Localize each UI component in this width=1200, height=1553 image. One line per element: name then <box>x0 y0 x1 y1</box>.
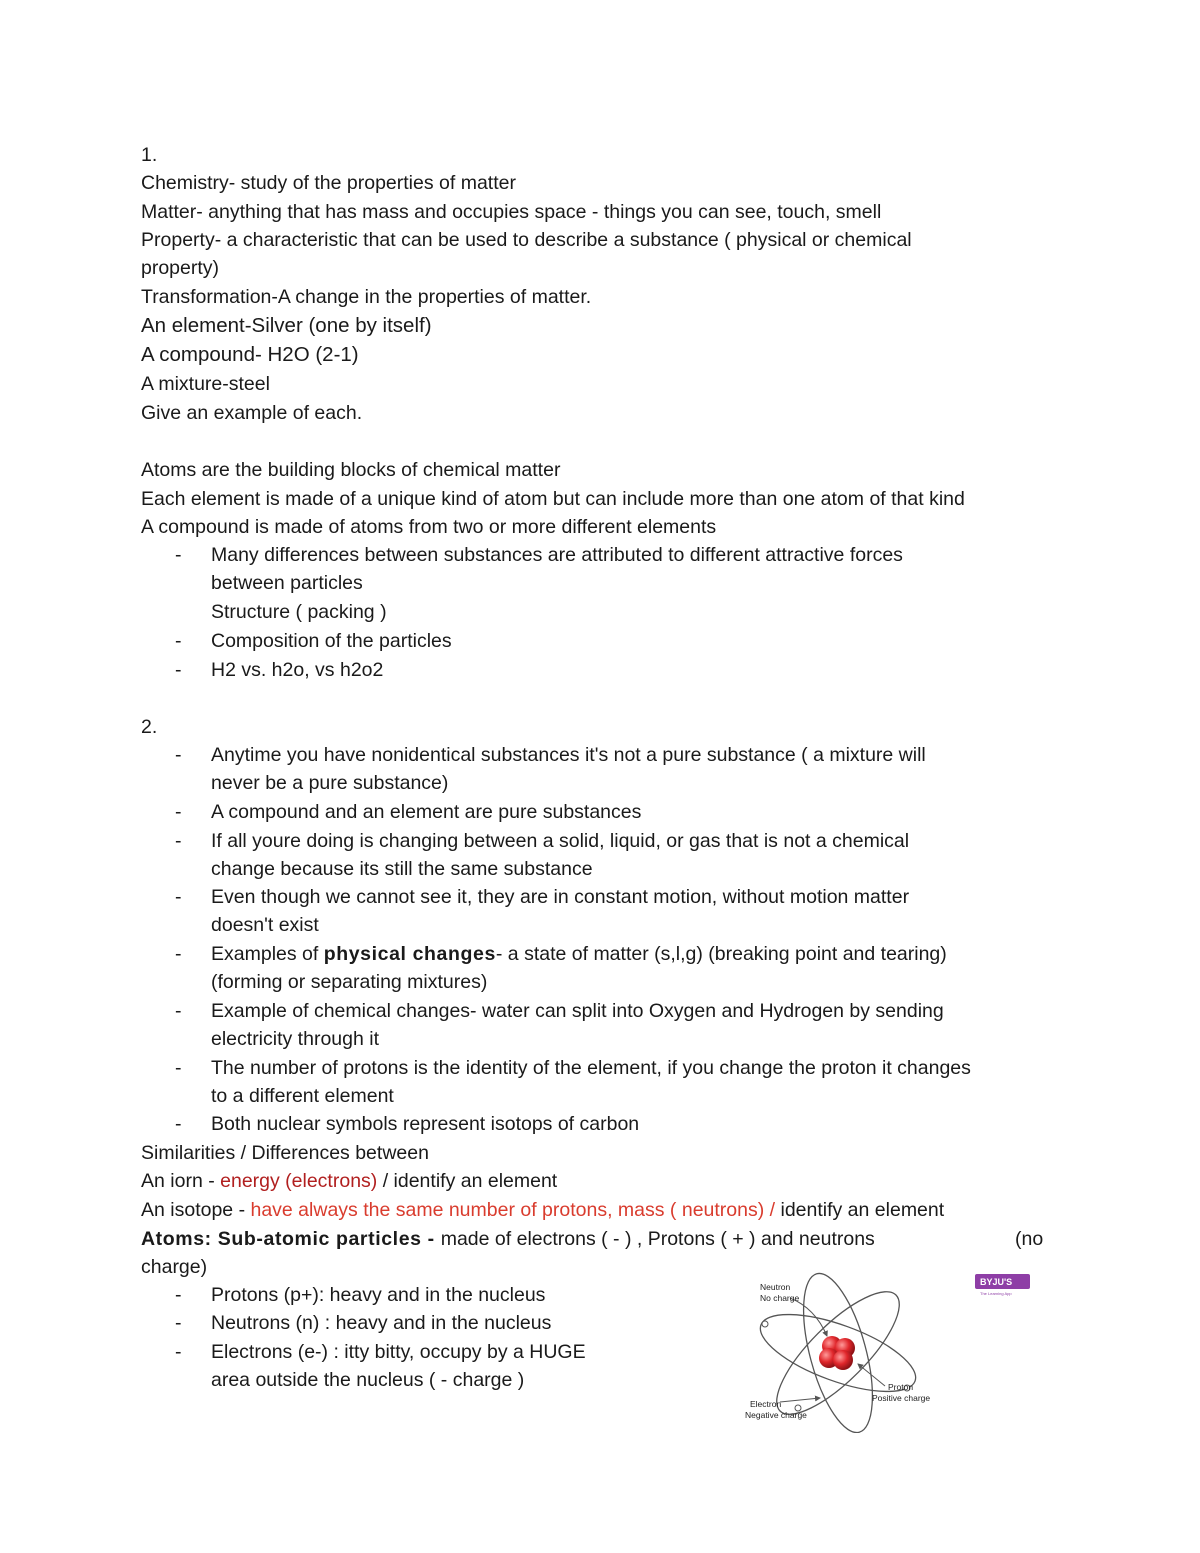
bullet-text: Both nuclear symbols represent isotops of carbon <box>211 1113 640 1135</box>
example-instruction: Give an example of each. <box>141 402 363 424</box>
bullet-text: Composition of the particles <box>211 630 452 652</box>
bullet-dash: - <box>175 744 182 766</box>
bullet-text: Anytime you have nonidentical substances it's not a pure substance ( a mixture will <box>211 744 926 766</box>
proton-sublabel: Positive charge <box>872 1393 931 1403</box>
each-element-statement: Each element is made of a unique kind of atom but can include more than one atom of that kind <box>141 488 965 510</box>
section-2-heading: 2. <box>141 716 158 738</box>
atoms-statement: Atoms are the building blocks of chemical matter <box>141 459 561 481</box>
nucleus-particle-4 <box>833 1350 853 1370</box>
bullet-text-cont: electricity through it <box>211 1028 379 1050</box>
compound-example: A compound- H2O (2-1) <box>141 343 359 366</box>
bullet-dash: - <box>175 544 182 566</box>
neutrons-bullet: Neutrons (n) : heavy and in the nucleus <box>211 1312 552 1334</box>
mixture-example: A mixture-steel <box>141 373 270 395</box>
atoms-subatomic-text: made of electrons ( - ) , Protons ( + ) and neutrons <box>440 1228 875 1250</box>
logo-text: BYJU'S <box>980 1277 1013 1287</box>
bullet-text-post: - a state of matter (s,l,g) (breaking point and tearing) <box>495 943 947 965</box>
atom-diagram <box>735 1268 1035 1433</box>
no-charge-open: (no <box>1015 1228 1044 1250</box>
bullet-text-cont: Structure ( packing ) <box>211 601 387 623</box>
bullet-text: H2 vs. h2o, vs h2o2 <box>211 659 384 681</box>
bullet-text-pre: Examples of <box>211 943 324 965</box>
electron-dot-1 <box>762 1321 768 1327</box>
bullet-text-cont: doesn't exist <box>211 914 319 936</box>
isotope-line <box>141 1196 944 1224</box>
bullet-text: If all youre doing is changing between a solid, liquid, or gas that is not a chemical <box>211 830 910 852</box>
protons-bullet: Protons (p+): heavy and in the nucleus <box>211 1284 546 1306</box>
ion-suffix: / identify an element <box>377 1170 558 1192</box>
ion-prefix: An iorn - <box>141 1170 221 1192</box>
isotope-prefix: An isotope - <box>141 1199 251 1221</box>
bullet-dash: - <box>175 1057 182 1079</box>
electron-arrow <box>780 1398 820 1402</box>
neutron-label: Neutron <box>760 1282 791 1292</box>
property-definition: Property- a characteristic that can be used to describe a substance ( physical or chemical <box>141 229 912 251</box>
physical-changes-term: physical changes <box>323 943 496 965</box>
bullet-dash: - <box>175 1312 182 1334</box>
bullet-text-cont: between particles <box>211 572 363 594</box>
bullet-dash: - <box>175 630 182 652</box>
bullet-dash: - <box>175 1341 182 1363</box>
electrons-bullet-cont: area outside the nucleus ( - charge ) <box>211 1369 525 1391</box>
bullet-text-cont: (forming or separating mixtures) <box>211 971 488 993</box>
bullet-text: Many differences between substances are attributed to different attractive forces <box>211 544 903 566</box>
logo-subtext: The Learning App <box>980 1291 1012 1296</box>
isotope-highlight: have always the same number of protons, mass ( neutrons) / <box>250 1199 776 1221</box>
neutron-sublabel: No charge <box>760 1293 800 1303</box>
nucleus <box>819 1336 855 1370</box>
bullet-dash: - <box>175 659 182 681</box>
bullet-text: A compound and an element are pure substances <box>211 801 642 823</box>
compound-statement: A compound is made of atoms from two or more different elements <box>141 516 717 538</box>
electrons-bullet: Electrons (e-) : itty bitty, occupy by a HUGE <box>211 1341 586 1363</box>
bullet-text-cont: to a different element <box>211 1085 394 1107</box>
bullet-dash: - <box>175 830 182 852</box>
bullet-text: The number of protons is the identity of the element, if you change the proton it changes <box>211 1057 971 1079</box>
bullet-text: Example of chemical changes- water can split into Oxygen and Hydrogen by sending <box>211 1000 944 1022</box>
element-example: An element-Silver (one by itself) <box>141 314 432 337</box>
matter-definition: Matter- anything that has mass and occupies space - things you can see, touch, smell <box>141 201 882 223</box>
property-definition-cont: property) <box>141 257 220 279</box>
bullet-dash: - <box>175 1000 182 1022</box>
atoms-subatomic-line <box>141 1225 875 1253</box>
bullet-dash: - <box>175 886 182 908</box>
bullet-dash: - <box>175 1113 182 1135</box>
electron-label: Electron <box>750 1399 782 1409</box>
isotope-suffix: identify an element <box>775 1199 945 1221</box>
proton-label: Proton <box>888 1382 914 1392</box>
bullet-text-cont: change because its still the same substance <box>211 858 593 880</box>
transformation-definition: Transformation-A change in the properties of matter. <box>141 286 592 308</box>
chemistry-definition: Chemistry- study of the properties of matter <box>141 172 516 194</box>
atoms-subatomic-bold: Atoms: Sub-atomic particles - <box>141 1228 441 1250</box>
section-1-heading: 1. <box>141 144 158 166</box>
ion-line <box>141 1167 557 1195</box>
similarities-heading: Similarities / Differences between <box>141 1142 429 1164</box>
bullet-dash: - <box>175 943 182 965</box>
byjus-logo <box>975 1274 1030 1296</box>
bullet-dash: - <box>175 1284 182 1306</box>
ion-highlight: energy (electrons) <box>220 1170 378 1192</box>
bullet-dash: - <box>175 801 182 823</box>
charge-close: charge) <box>141 1256 208 1278</box>
electron-sublabel: Negative charge <box>745 1410 807 1420</box>
bullet-text <box>211 940 947 968</box>
bullet-text-cont: never be a pure substance) <box>211 772 449 794</box>
bullet-text: Even though we cannot see it, they are in constant motion, without motion matter <box>211 886 910 908</box>
